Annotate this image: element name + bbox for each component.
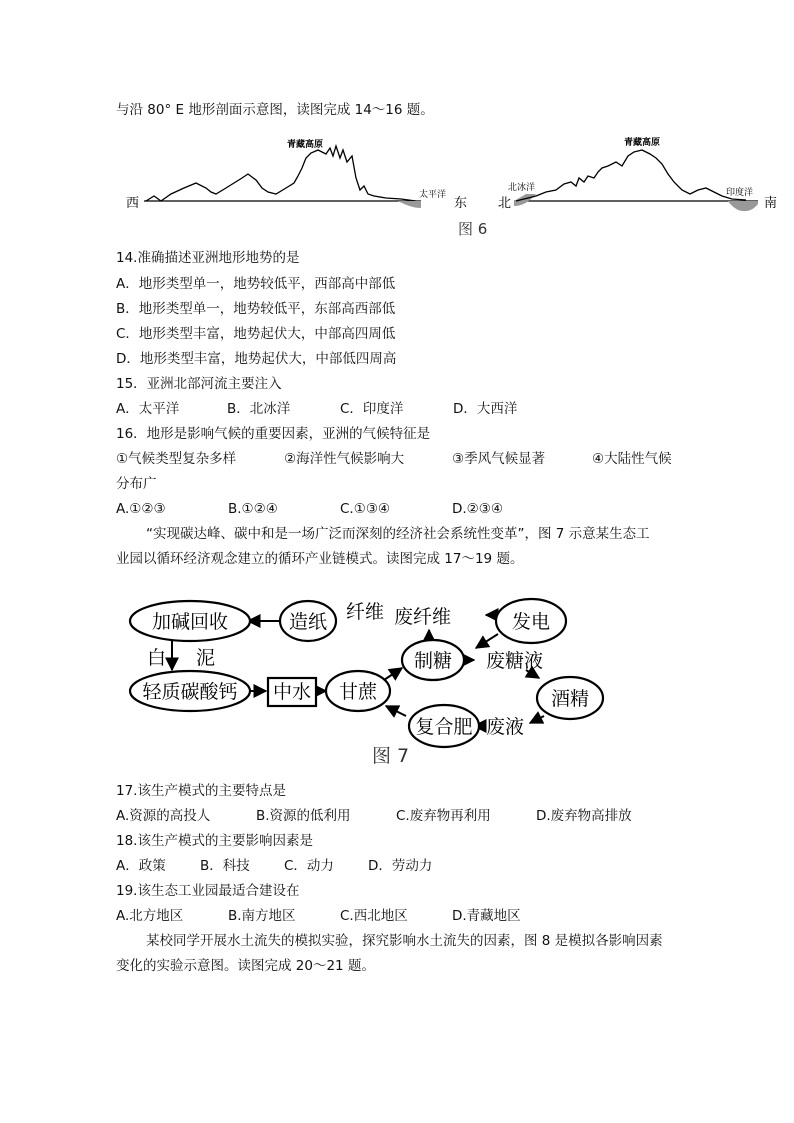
q14-option-c: C．地形类型丰富，地势起伏大，中部高四周低: [116, 326, 396, 342]
figure-7-caption: 图 7: [372, 745, 410, 767]
label-feiye: 废液: [486, 716, 525, 738]
q19-option-d: D.青藏地区: [452, 908, 521, 924]
label-xianwei: 纤维: [346, 601, 385, 623]
q18-option-b: B．科技: [200, 858, 250, 874]
q16-item-4-wrap: 分布广: [116, 476, 157, 492]
q18-option-d: D．劳动力: [368, 858, 433, 874]
q16-stem: 16．地形是影响气候的重要因素，亚洲的气候特征是: [116, 426, 431, 442]
label-indian: 印度洋: [726, 188, 754, 198]
q17-option-d: D.废弃物高排放: [536, 808, 632, 824]
label-north: 北: [498, 196, 512, 211]
q18-option-a: A．政策: [116, 858, 166, 874]
label-ni: 泥: [196, 647, 216, 669]
q16-item-2: ②海洋性气候影响大: [284, 451, 405, 467]
q16-option-c: C.①③④: [340, 501, 391, 517]
node-zhitang: 制糖: [413, 650, 453, 672]
label-pacific: 太平洋: [419, 190, 447, 200]
q14-option-a: A．地形类型单一，地势较低平，西部高中部低: [116, 276, 396, 292]
node-zaozhi: 造纸: [288, 611, 328, 633]
q18-stem: 18.该生产模式的主要影响因素是: [116, 833, 313, 849]
label-south: 南: [764, 196, 778, 211]
node-jiajian: 加碱回收: [151, 611, 229, 633]
label-plateau-left: 青藏高原: [287, 140, 324, 150]
passage2-line2: 业园以循环经济观念建立的循环产业链模式。读图完成 17～19 题。: [116, 551, 524, 567]
q16-option-a: A.①②③: [116, 501, 166, 517]
node-zhongshui: 中水: [272, 681, 312, 703]
node-ganzhe: 甘蔗: [338, 681, 378, 703]
figure-7: [126, 590, 616, 770]
q15-option-a: A．太平洋: [116, 401, 180, 417]
passage3-line2: 变化的实验示意图。读图完成 20～21 题。: [116, 958, 375, 974]
profile-north-south: [514, 150, 758, 211]
q15-option-b: B．北冰洋: [227, 401, 291, 417]
label-feitangye: 废糖液: [486, 650, 544, 672]
passage3-line1: 某校同学开展水土流失的模拟实验，探究影响水土流失的因素，图 8 是模拟各影响因素: [146, 933, 663, 949]
q17-option-a: A.资源的高投人: [116, 808, 211, 824]
q16-item-1: ①气候类型复杂多样: [116, 451, 237, 467]
label-plateau-right: 青藏高原: [624, 138, 661, 148]
label-west: 西: [126, 196, 140, 211]
node-qingzhi: 轻质碳酸钙: [142, 681, 238, 703]
figure-6-caption: 图 6: [458, 220, 488, 238]
passage2-line1: “实现碳达峰、碳中和是一场广泛而深刻的经济社会系统性变革”，图 7 示意某生态工: [146, 526, 650, 542]
profile-west-east: [144, 146, 421, 208]
node-fuhefei: 复合肥: [415, 716, 473, 738]
q15-option-d: D．大西洋: [453, 401, 518, 417]
q15-option-c: C．印度洋: [340, 401, 404, 417]
q14-stem: 14.准确描述亚洲地形地势的是: [116, 250, 300, 266]
q17-option-b: B.资源的低利用: [256, 808, 351, 824]
node-jiujing: 酒精: [550, 688, 590, 710]
q16-option-b: B.①②④: [228, 501, 278, 517]
q16-item-4: ④大陆性气候: [592, 451, 672, 467]
q19-option-b: B.南方地区: [228, 908, 296, 924]
q15-stem: 15．亚洲北部河流主要注入: [116, 376, 282, 392]
q16-option-d: D.②③④: [452, 501, 503, 517]
figure-6: [116, 128, 786, 240]
q19-stem: 19.该生态工业园最适合建设在: [116, 883, 300, 899]
q17-stem: 17.该生产模式的主要特点是: [116, 783, 286, 799]
intro-line: 与沿 80° E 地形剖面示意图，读图完成 14～16 题。: [116, 102, 434, 118]
label-east: 东: [454, 196, 468, 211]
label-feixianwei: 废纤维: [394, 606, 452, 628]
q18-option-c: C．动力: [284, 858, 334, 874]
label-arctic: 北冰洋: [508, 183, 536, 193]
q14-option-b: B．地形类型单一，地势较低平，东部高西部低: [116, 301, 396, 317]
label-bai: 白: [146, 647, 166, 669]
q19-option-c: C.西北地区: [340, 908, 408, 924]
node-fadian: 发电: [511, 611, 551, 633]
q19-option-a: A.北方地区: [116, 908, 184, 924]
q16-item-3: ③季风气候显著: [452, 451, 546, 467]
q14-option-d: D．地形类型丰富，地势起伏大，中部低四周高: [116, 351, 397, 367]
q17-option-c: C.废弃物再利用: [396, 808, 491, 824]
